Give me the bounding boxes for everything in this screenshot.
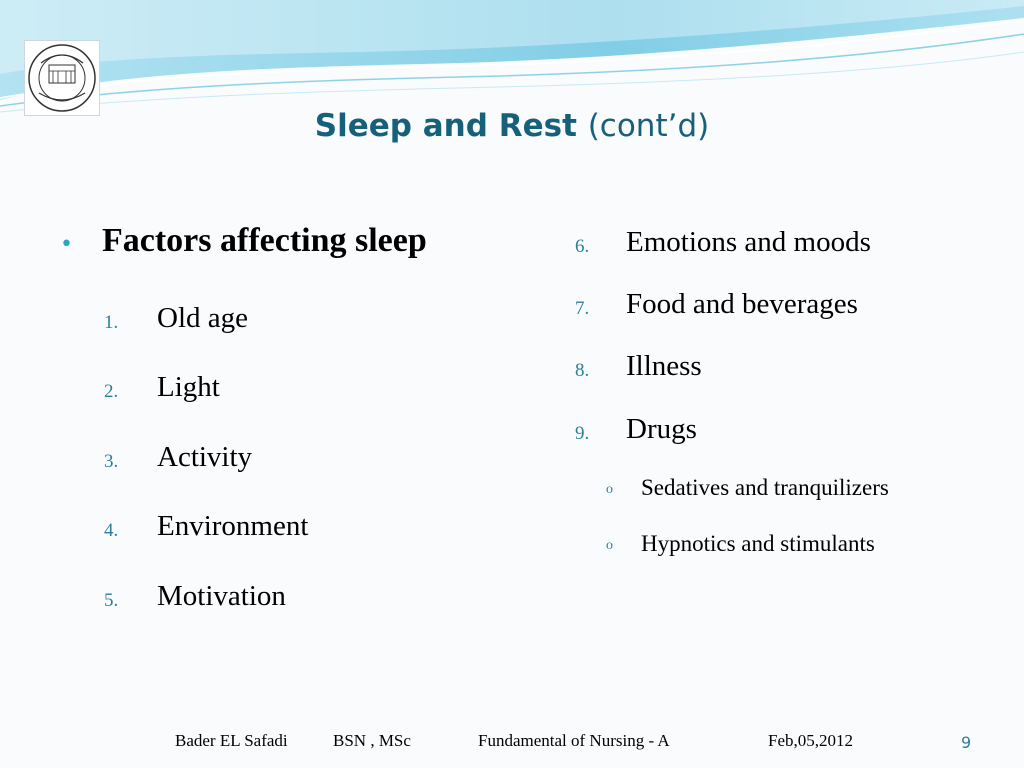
factors-heading: Factors affecting sleep bbox=[102, 222, 427, 259]
sub-bullet-icon: o bbox=[606, 482, 613, 497]
item-text: Motivation bbox=[157, 580, 286, 612]
item-number: 6. bbox=[575, 236, 590, 257]
item-text: Illness bbox=[626, 350, 702, 382]
item-number: 9. bbox=[575, 423, 590, 444]
item-number: 5. bbox=[104, 590, 119, 611]
item-text: Environment bbox=[157, 510, 309, 542]
item-number: 2. bbox=[104, 381, 119, 402]
bullet-icon: • bbox=[60, 232, 73, 257]
title-suffix: (cont’d) bbox=[587, 108, 710, 144]
footer-degree: BSN , MSc bbox=[333, 731, 411, 750]
item-number: 3. bbox=[104, 451, 119, 472]
item-number: 1. bbox=[104, 312, 119, 333]
item-text: Drugs bbox=[626, 413, 697, 445]
item-number: 8. bbox=[575, 360, 590, 381]
footer-author: Bader EL Safadi bbox=[175, 731, 288, 750]
slide-number: 9 bbox=[961, 733, 972, 752]
sub-item-text: Sedatives and tranquilizers bbox=[641, 475, 889, 500]
footer-course: Fundamental of Nursing - A bbox=[478, 731, 670, 750]
item-text: Food and beverages bbox=[626, 288, 858, 320]
heading-bullet bbox=[60, 222, 427, 260]
university-seal-icon bbox=[24, 40, 100, 116]
item-number: 4. bbox=[104, 520, 119, 541]
item-text: Activity bbox=[157, 441, 253, 473]
footer-date: Feb,05,2012 bbox=[768, 731, 853, 750]
sub-bullet-icon: o bbox=[606, 538, 613, 553]
item-number: 7. bbox=[575, 298, 590, 319]
slide-title bbox=[0, 108, 1024, 144]
title-main: Sleep and Rest bbox=[314, 108, 577, 144]
item-text: Emotions and moods bbox=[626, 226, 871, 258]
item-text: Light bbox=[157, 371, 220, 403]
item-text: Old age bbox=[157, 302, 248, 334]
sub-item-text: Hypnotics and stimulants bbox=[641, 531, 875, 556]
